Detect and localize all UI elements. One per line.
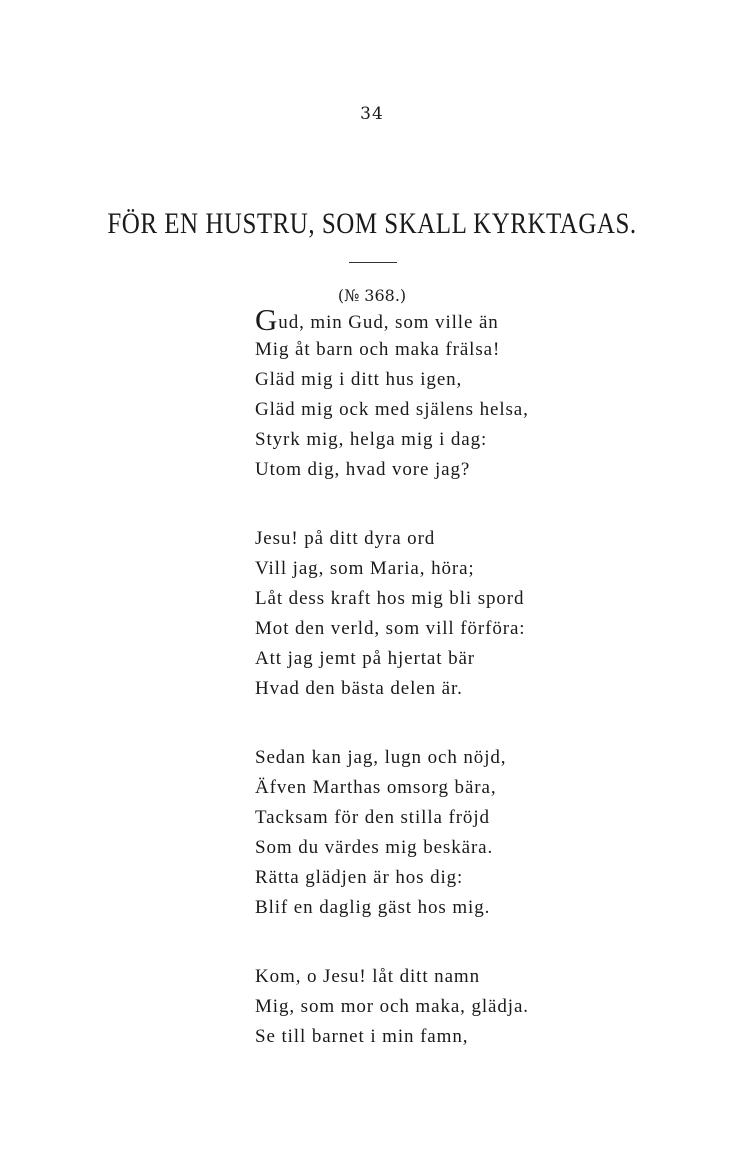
poem-line-text: ud, min Gud, som ville än [278, 312, 499, 333]
stanza-4 [255, 962, 529, 1052]
stanza-3 [255, 743, 529, 923]
page-number: 34 [360, 104, 384, 124]
poem-line [255, 302, 529, 337]
poem-line: Tacksam för den stilla fröjd [255, 807, 490, 828]
poem-line: Mot den verld, som vill förföra: [255, 618, 526, 639]
poem-line: Gläd mig i ditt hus igen, [255, 369, 463, 390]
poem-line: Låt dess kraft hos mig bli spord [255, 588, 525, 609]
stanza-2 [255, 524, 529, 704]
poem-line: Gläd mig ock med själens helsa, [255, 399, 529, 420]
hymn-number: (№ 368.) [337, 286, 407, 305]
page-title: FÖR EN HUSTRU, SOM SKALL KYRKTAGAS. [107, 208, 637, 240]
poem-line: Sedan kan jag, lugn och nöjd, [255, 747, 507, 768]
poem-line: Hvad den bästa delen är. [255, 678, 463, 699]
poem [255, 302, 529, 1091]
poem-line: Att jag jemt på hjertat bär [255, 648, 476, 669]
title-divider [349, 262, 397, 263]
poem-line: Jesu! på ditt dyra ord [255, 528, 436, 549]
poem-line: Se till barnet i min famn, [255, 1026, 469, 1047]
poem-line: Som du värdes mig beskära. [255, 837, 494, 858]
poem-line: Mig åt barn och maka frälsa! [255, 339, 501, 360]
poem-line: Rätta glädjen är hos dig: [255, 867, 464, 888]
poem-line: Äfven Marthas omsorg bära, [255, 777, 497, 798]
poem-line: Kom, o Jesu! låt ditt namn [255, 966, 480, 987]
drop-cap: G [255, 302, 279, 337]
poem-line: Styrk mig, helga mig i dag: [255, 429, 488, 450]
stanza-1 [255, 302, 529, 485]
poem-line: Mig, som mor och maka, glädja. [255, 996, 529, 1017]
poem-line: Vill jag, som Maria, höra; [255, 558, 475, 579]
poem-line: Blif en daglig gäst hos mig. [255, 897, 491, 918]
poem-line: Utom dig, hvad vore jag? [255, 459, 471, 480]
